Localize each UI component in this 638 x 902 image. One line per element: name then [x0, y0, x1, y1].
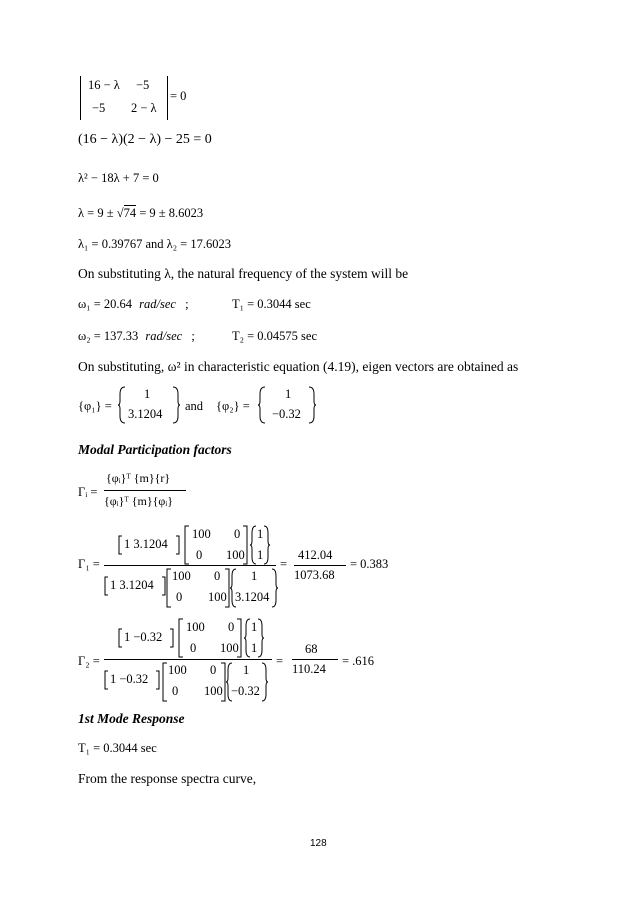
eq-quadratic: λ² − 18λ + 7 = 0 [78, 171, 159, 185]
gamma1-num-r1: 1 [257, 527, 264, 541]
gamma1-denominator-value: 1073.68 [294, 568, 335, 582]
omega1-lhs: ω₁ = 20.64 [78, 297, 133, 311]
gamma1-num-m12: 0 [234, 527, 241, 541]
gamma1-lhs: Γ₁ = [78, 557, 100, 571]
phi1-bottom: 3.1204 [128, 407, 163, 421]
phi1-lhs: {φ₁} = [78, 399, 112, 413]
phi2-bottom: −0.32 [272, 407, 301, 421]
det-left-bar [80, 76, 81, 120]
gamma1-num-r2: 1 [257, 548, 264, 562]
gamma2-den-m12: 0 [210, 663, 217, 677]
gamma2-lhs: Γ₂ = [78, 654, 100, 668]
gamma1-num-row: 1 3.1204 [124, 537, 168, 551]
eq-roots-post: = 9 ± 8.6023 [139, 206, 204, 220]
gamma2-result: = .616 [342, 654, 375, 668]
eq-roots [78, 206, 203, 221]
phi1-top: 1 [144, 387, 151, 401]
text-eigen-vectors: On substituting, ω² in characteristic equation (4.19), eigen vectors are obtained as [78, 359, 519, 374]
det-a12: −5 [136, 78, 150, 92]
heading-modal-participation: Modal Participation factors [78, 442, 232, 457]
gamma2-main-fraction-bar [104, 659, 272, 660]
gamma2-den-v1: 1 [243, 663, 250, 677]
gamma2-den-m11: 100 [168, 663, 187, 677]
omega2-unit: rad/sec [145, 329, 183, 343]
gamma1-den-m11: 100 [172, 569, 191, 583]
period-t1: T₁ = 0.3044 sec [78, 741, 157, 755]
omega2-lhs: ω₂ = 137.33 [78, 329, 139, 343]
gamma2-num-m11: 100 [186, 620, 205, 634]
eq-expand: (16 − λ)(2 − λ) − 25 = 0 [78, 132, 212, 147]
omega2-line [78, 329, 195, 344]
phi2-left-brace [258, 386, 266, 424]
gamma-def-lhs: Γᵢ = [78, 485, 98, 499]
det-a21: −5 [92, 101, 106, 115]
phi2-right-brace [308, 386, 316, 424]
gamma2-num-m12: 0 [228, 620, 235, 634]
gamma2-den-m21: 0 [172, 684, 179, 698]
gamma1-den-row: 1 3.1204 [110, 578, 154, 592]
gamma2-num-m22: 100 [220, 641, 239, 655]
gamma2-num-r1: 1 [251, 620, 258, 634]
gamma1-value-fraction-bar [294, 565, 346, 566]
eq-lambdas: λ₁ = 0.39767 and λ₂ = 17.6023 [78, 237, 231, 251]
gamma1-den-m22: 100 [208, 590, 227, 604]
omega2-period: T₂ = 0.04575 sec [232, 329, 318, 343]
gamma1-num-m22: 100 [226, 548, 245, 562]
gamma2-num-m21: 0 [190, 641, 197, 655]
gamma2-numerator-value: 68 [305, 642, 318, 656]
gamma2-den-row: 1 −0.32 [110, 672, 149, 686]
eq-roots-radicand: 74 [123, 206, 137, 220]
phi1-right-brace [172, 386, 180, 424]
phi2-lhs: {φ₂} = [216, 399, 250, 413]
gamma2-equals: = [276, 654, 284, 668]
gamma2-denominator-value: 110.24 [292, 662, 326, 676]
det-a11: 16 − λ [88, 78, 120, 92]
omega1-period: T₁ = 0.3044 sec [232, 297, 311, 311]
gamma1-den-v1: 1 [251, 569, 258, 583]
gamma1-den-v2: 3.1204 [235, 590, 270, 604]
gamma1-result: = 0.383 [350, 557, 389, 571]
gamma1-equals: = [280, 557, 288, 571]
det-right-bar [167, 76, 168, 120]
omega1-sep: ; [185, 297, 189, 311]
omega1-unit: rad/sec [139, 297, 176, 311]
gamma-def-denominator: {φᵢ}ᵀ {m}{φᵢ} [104, 494, 174, 508]
det-rhs: = 0 [170, 89, 187, 103]
text-natural-frequency: On substituting λ, the natural frequency of the system will be [78, 266, 409, 281]
gamma2-den-m22: 100 [204, 684, 223, 698]
gamma1-main-fraction-bar [104, 565, 276, 566]
det-a22: 2 − λ [131, 101, 157, 115]
phi1-left-brace [118, 386, 126, 424]
gamma2-den-v2: −0.32 [231, 684, 260, 698]
gamma2-num-r2: 1 [251, 641, 258, 655]
gamma1-num-m11: 100 [192, 527, 211, 541]
gamma2-value-fraction-bar [292, 659, 338, 660]
phi-and: and [185, 399, 204, 413]
gamma1-numerator-value: 412.04 [298, 548, 333, 562]
gamma1-den-m12: 0 [214, 569, 221, 583]
eq-roots-pre: λ = 9 ± [78, 206, 114, 220]
omega1-line [78, 297, 189, 312]
gamma2-num-row: 1 −0.32 [124, 630, 163, 644]
sqrt-symbol: √ [116, 206, 124, 220]
omega2-sep: ; [191, 329, 195, 343]
text-response-spectra: From the response spectra curve, [78, 771, 257, 786]
gamma-def-numerator: {φᵢ}ᵀ {m}{r} [106, 471, 171, 485]
gamma1-num-m21: 0 [196, 548, 203, 562]
page-number: 128 [310, 838, 327, 849]
phi2-top: 1 [285, 387, 292, 401]
gamma-def-fraction-bar [104, 490, 186, 491]
heading-first-mode-response: 1st Mode Response [78, 711, 185, 726]
gamma1-den-m21: 0 [176, 590, 183, 604]
